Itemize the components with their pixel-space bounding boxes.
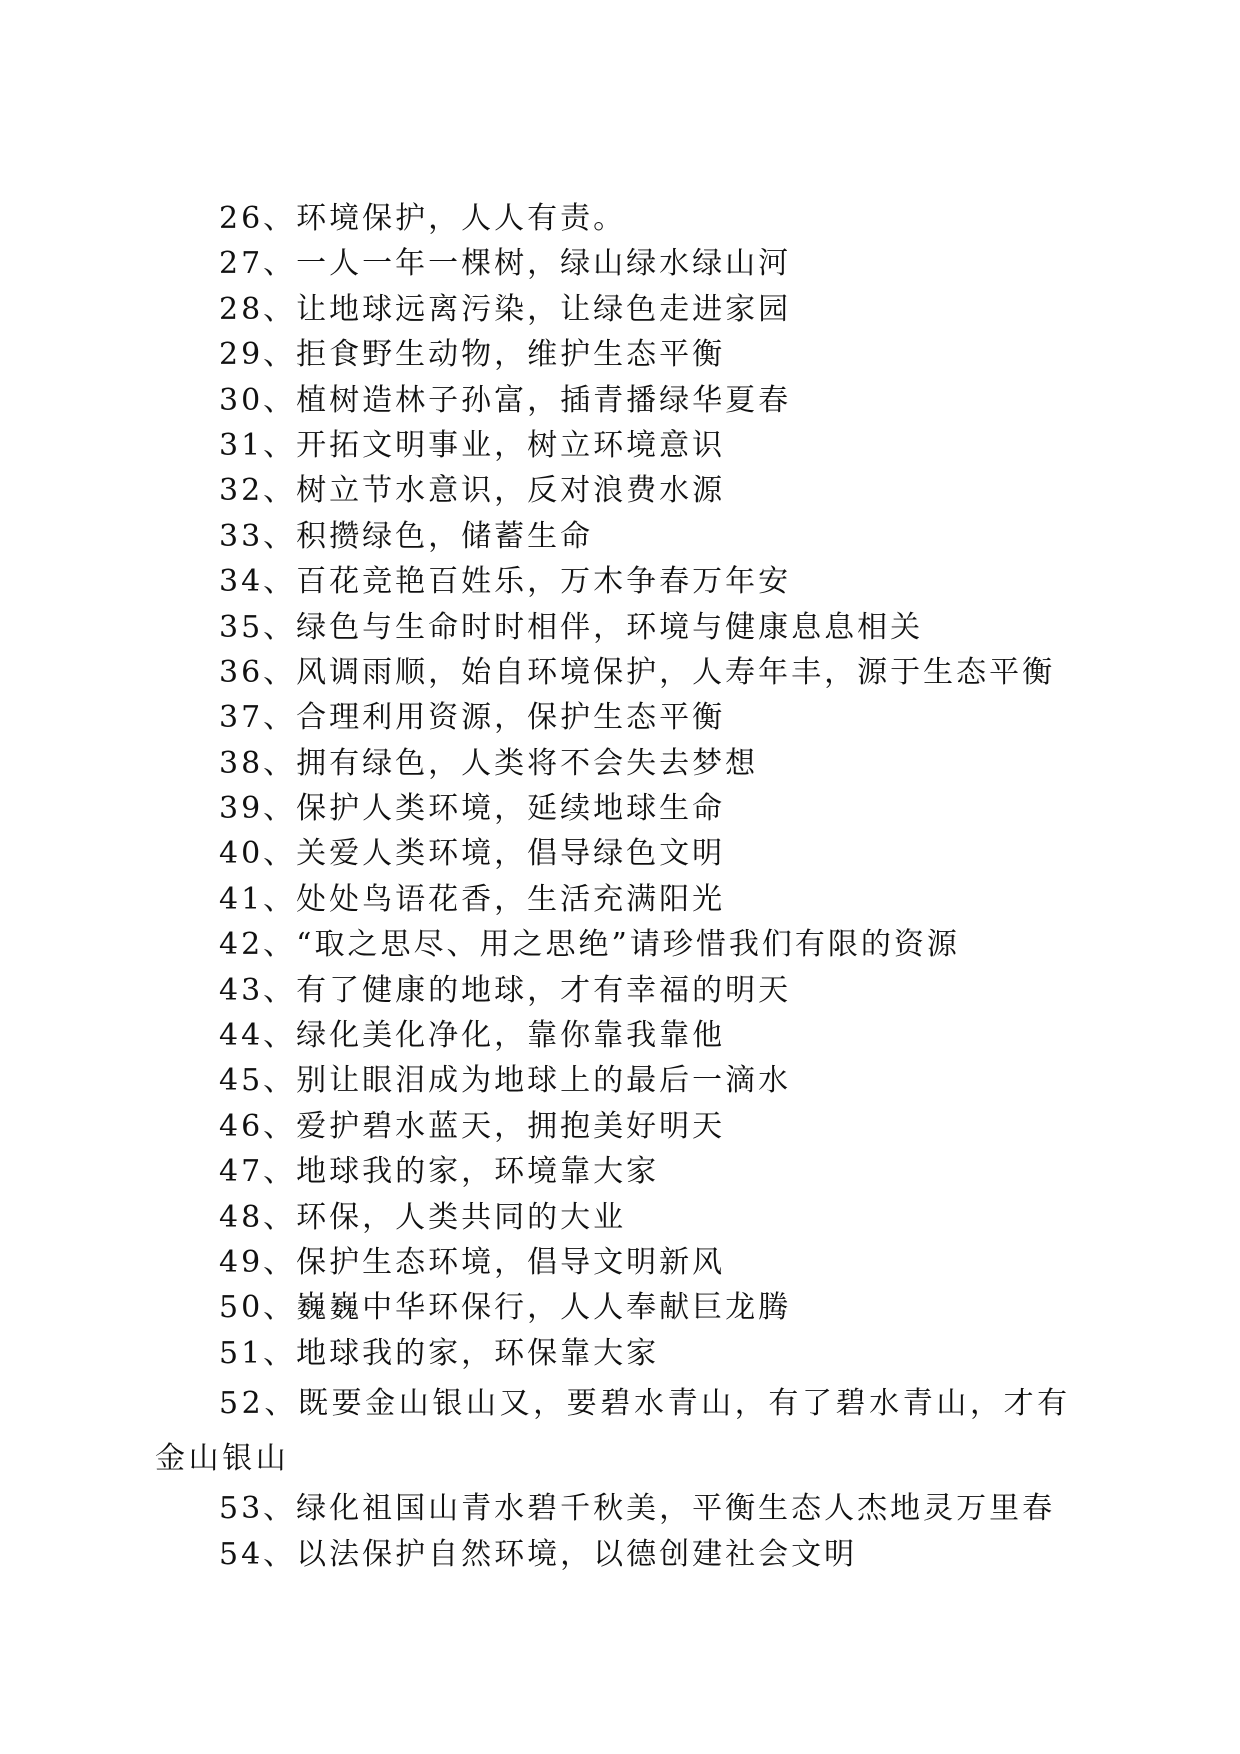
list-item: 42、“取之思尽、用之思绝”请珍惜我们有限的资源 (219, 927, 960, 963)
list-item: 36、风调雨顺，始自环境保护，人寿年丰，源于生态平衡 (219, 654, 1056, 690)
list-item: 35、绿色与生命时时相伴，环境与健康息息相关 (219, 609, 924, 645)
list-item: 32、树立节水意识，反对浪费水源 (219, 473, 726, 509)
list-item: 52、既要金山银山又，要碧水青山，有了碧水青山，才有金山银山 (155, 1386, 1071, 1477)
list-item: 38、拥有绿色，人类将不会失去梦想 (219, 745, 759, 781)
list-item: 49、保护生态环境，倡导文明新风 (219, 1244, 726, 1280)
list-item: 45、别让眼泪成为地球上的最后一滴水 (219, 1063, 792, 1099)
list-item: 41、处处鸟语花香，生活充满阳光 (219, 881, 726, 917)
list-item: 50、巍巍中华环保行，人人奉献巨龙腾 (219, 1290, 792, 1326)
list-item: 47、地球我的家，环境靠大家 (219, 1154, 660, 1190)
list-item: 46、爱护碧水蓝天，拥抱美好明天 (219, 1108, 726, 1144)
list-item: 48、环保，人类共同的大业 (219, 1199, 627, 1235)
list-item: 31、开拓文明事业，树立环境意识 (219, 427, 726, 463)
list-item: 51、地球我的家，环保靠大家 (219, 1335, 660, 1371)
list-item: 28、让地球远离污染，让绿色走进家园 (219, 291, 792, 327)
list-item: 44、绿化美化净化，靠你靠我靠他 (219, 1018, 726, 1054)
list-item: 33、积攒绿色，储蓄生命 (219, 518, 594, 554)
list-item: 54、以法保护自然环境，以德创建社会文明 (219, 1536, 858, 1572)
list-item: 34、百花竞艳百姓乐，万木争春万年安 (219, 564, 792, 600)
list-item: 27、一人一年一棵树，绿山绿水绿山河 (219, 246, 792, 282)
list-item: 40、关爱人类环境，倡导绿色文明 (219, 836, 726, 872)
list-item: 43、有了健康的地球，才有幸福的明天 (219, 972, 792, 1008)
list-item: 26、环境保护，人人有责。 (219, 201, 627, 236)
list-item: 37、合理利用资源，保护生态平衡 (219, 700, 726, 736)
slogan-list (155, 196, 1080, 1577)
list-item: 30、植树造林子孙富，插青播绿华夏春 (219, 382, 792, 418)
list-item: 29、拒食野生动物，维护生态平衡 (219, 337, 726, 373)
list-item: 53、绿化祖国山青水碧千秋美，平衡生态人杰地灵万里春 (219, 1491, 1056, 1527)
list-item: 39、保护人类环境，延续地球生命 (219, 791, 726, 827)
